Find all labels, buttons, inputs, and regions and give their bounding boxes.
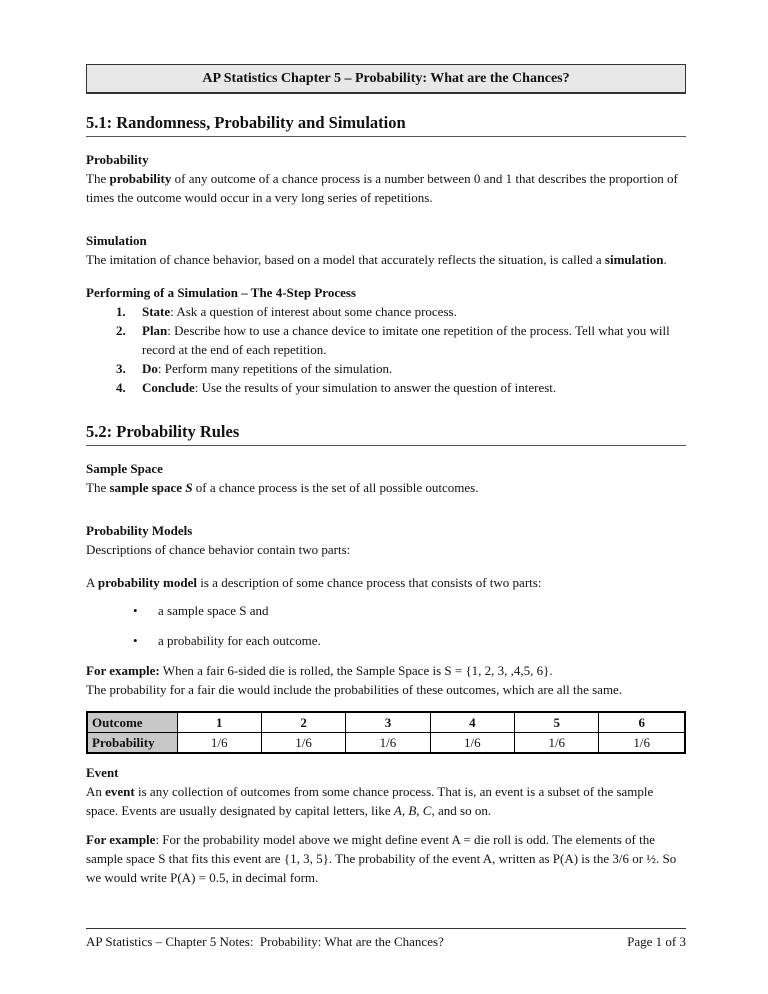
document-title-box [86, 64, 686, 94]
step-do [116, 359, 686, 378]
probability-row-label: Probability [87, 733, 177, 754]
outcome-row-label: Outcome [87, 712, 177, 733]
outcome-cell: 1 [177, 712, 261, 733]
bullet-icon: • [133, 603, 138, 618]
section-5-2-heading: 5.2: Probability Rules [86, 421, 686, 446]
outcome-cell: 3 [346, 712, 430, 733]
four-step-list [86, 302, 686, 397]
outcome-cell: 5 [515, 712, 599, 733]
step-number: 2. [116, 323, 126, 338]
probability-subheading: Probability [86, 152, 149, 167]
probability-cell: 1/6 [599, 733, 685, 754]
probability-cell: 1/6 [515, 733, 599, 754]
probability-model-table [86, 711, 686, 754]
step-number: 1. [116, 304, 126, 319]
page-footer [86, 928, 686, 951]
event-definition-text: An event is any collection of outcomes from some chance process. That is, an event is a subset of the sample space. Events are usually designated by capital letters, like A, B, C, and so on. [86, 784, 654, 818]
simulation-definition-block [86, 231, 686, 269]
step-text: Plan: Describe how to use a chance device to imitate one repetition of the process. Tell what you will record at the end of each repetition. [142, 323, 670, 357]
four-step-process-block [86, 283, 686, 397]
event-example-text: For example: For the probability model above we might define event A = die roll is odd. The elements of the sample space S that fits this event are {1, 3, 5}. The probability of the event A, written as P(A) is the 3/6 or ½. So we would write P(A) = 0.5, in decimal form. [86, 832, 677, 885]
probability-cell: 1/6 [261, 733, 345, 754]
event-block [86, 763, 686, 887]
probability-definition-text: The probability of any outcome of a chance process is a number between 0 and 1 that describes the proportion of times the outcome would occur in a very long series of repetitions. [86, 171, 678, 205]
step-text: State: Ask a question of interest about some chance process. [142, 304, 457, 319]
step-number: 4. [116, 380, 126, 395]
footer-page-number: Page 1 of 3 [627, 934, 686, 949]
probability-models-intro: Descriptions of chance behavior contain two parts: [86, 542, 351, 557]
document-title: AP Statistics Chapter 5 – Probability: What are the Chances? [202, 71, 570, 86]
table-row-probability [87, 733, 685, 754]
bullet-sample-space [86, 601, 686, 620]
step-text: Conclude: Use the results of your simulation to answer the question of interest. [142, 380, 557, 395]
outcome-cell: 2 [261, 712, 345, 733]
bullet-text: a sample space S and [158, 603, 269, 618]
sample-space-subheading: Sample Space [86, 461, 163, 476]
table-row-outcome [87, 712, 685, 733]
die-example-line1: For example: When a fair 6-sided die is rolled, the Sample Space is S = {1, 2, 3, ,4,5, 6}. [86, 663, 553, 678]
step-plan [116, 321, 686, 359]
probability-cell: 1/6 [346, 733, 430, 754]
probability-cell: 1/6 [177, 733, 261, 754]
simulation-subheading: Simulation [86, 233, 147, 248]
probability-model-bullets [86, 601, 686, 650]
step-conclude [116, 378, 686, 397]
probability-cell: 1/6 [430, 733, 514, 754]
step-state [116, 302, 686, 321]
probability-model-definition: A probability model is a description of some chance process that consists of two parts: [86, 575, 542, 590]
probability-models-subheading: Probability Models [86, 523, 193, 538]
die-example-line2: The probability for a fair die would include the probabilities of these outcomes, which are all the same. [86, 682, 623, 697]
step-number: 3. [116, 361, 126, 376]
probability-models-block [86, 521, 686, 699]
probability-definition-block [86, 150, 686, 207]
outcome-cell: 4 [430, 712, 514, 733]
bullet-probability-outcome [86, 631, 686, 650]
footer-document-title: AP Statistics – Chapter 5 Notes: Probability: What are the Chances? [86, 934, 444, 949]
outcome-cell: 6 [599, 712, 685, 733]
four-step-subheading: Performing of a Simulation – The 4-Step Process [86, 285, 356, 300]
sample-space-definition-text: The sample space S of a chance process is the set of all possible outcomes. [86, 480, 479, 495]
section-5-1-heading: 5.1: Randomness, Probability and Simulation [86, 112, 686, 137]
sample-space-block [86, 459, 686, 497]
bullet-text: a probability for each outcome. [158, 633, 321, 648]
event-subheading: Event [86, 765, 119, 780]
simulation-definition-text: The imitation of chance behavior, based on a model that accurately reflects the situation, is called a simulation. [86, 252, 667, 267]
bullet-icon: • [133, 633, 138, 648]
step-text: Do: Perform many repetitions of the simulation. [142, 361, 393, 376]
